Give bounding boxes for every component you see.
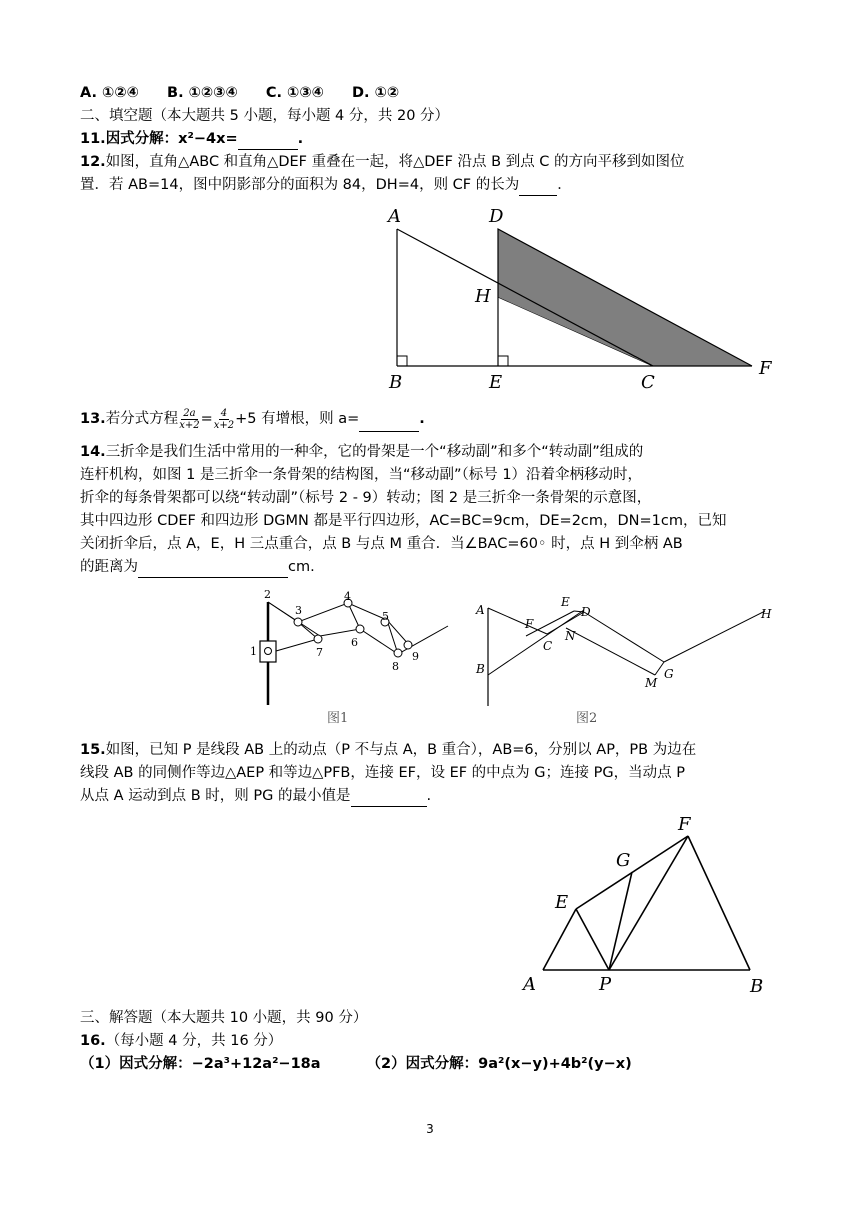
fig2-label-B: B xyxy=(476,662,485,676)
page-number: 3 xyxy=(426,1122,434,1136)
fig1-label-1: 1 xyxy=(250,645,257,658)
label-E: E xyxy=(489,372,503,393)
q12-end: ． xyxy=(557,177,572,193)
fig1-label-8: 8 xyxy=(392,660,399,673)
q14-number: 14. xyxy=(80,444,106,460)
q11-answer-blank[interactable] xyxy=(238,133,298,150)
fig2-caption: 图2 xyxy=(576,711,598,725)
q11-number: 11. xyxy=(80,131,106,147)
fig1-label-4: 4 xyxy=(344,590,351,603)
q15-line1 xyxy=(80,739,800,761)
q13-answer-blank[interactable] xyxy=(359,415,419,432)
q16-part2: （2）因式分解：9a²(x−y)+4b²(y−x) xyxy=(366,1056,632,1072)
label-C: C xyxy=(641,372,655,393)
q12-line2 xyxy=(80,174,800,196)
fig1-label-2: 2 xyxy=(264,588,271,601)
q10-options xyxy=(80,82,800,104)
q13-number: 13. xyxy=(80,411,106,427)
fig2-label-C: C xyxy=(543,639,553,653)
q15-figure xyxy=(515,810,780,1000)
fig2-label-D: D xyxy=(581,605,591,619)
fig2-label-N: N xyxy=(565,629,576,643)
q12-figure xyxy=(380,198,790,398)
q12-text1: 如图，直角△ABC 和直角△DEF 重叠在一起，将△DEF 沿点 B 到点 C 的方向平移到如图位 xyxy=(105,154,685,170)
option-b: B. ①②③④ xyxy=(167,85,238,101)
q11-text: 因式分解：x²−4x= xyxy=(105,131,238,147)
question-13: 13.若分式方程 $\frac{2a}{x+2}$ = $\frac{4}{x+2}$ +5 有增根，则 a= . xyxy=(80,407,425,431)
q14-line3: 折伞的每条骨架都可以绕“转动副”（标号 2 - 9）转动；图 2 是三折伞一条骨架的示意图， xyxy=(80,490,652,506)
q15-label-F: F xyxy=(678,814,691,835)
q16-intro: （每小题 4 分，共 16 分） xyxy=(105,1033,283,1049)
label-D: D xyxy=(489,206,504,227)
q14-line4: 其中四边形 CDEF 和四边形 DGMN 都是平行四边形，AC=BC=9cm，DE=2cm，DN=1cm，已知 xyxy=(80,513,727,529)
q15-label-P: P xyxy=(599,974,612,995)
option-d: D. ①② xyxy=(352,85,400,101)
fig1-label-5: 5 xyxy=(382,610,389,623)
q14-line1 xyxy=(80,441,800,463)
label-H: H xyxy=(475,286,491,307)
section2-header: 二、填空题（本大题共 5 小题，每小题 4 分，共 20 分） xyxy=(80,108,450,124)
label-A: A xyxy=(388,206,401,227)
q14-answer-blank[interactable] xyxy=(138,561,288,578)
fig2-label-H: H xyxy=(761,607,772,621)
q13-post: +5 有增根，则 a= xyxy=(235,411,360,427)
q15-line3 xyxy=(80,785,800,807)
q13-fraction-1: $\frac{2a}{x+2}$ xyxy=(179,407,200,431)
fig2-label-G: G xyxy=(664,667,674,681)
q15-answer-blank[interactable] xyxy=(351,790,427,807)
q14-figure-2 xyxy=(470,590,780,725)
sliding-joint xyxy=(260,641,276,662)
question-11 xyxy=(80,128,800,150)
fig1-label-9: 9 xyxy=(412,650,419,663)
fig1-label-3: 3 xyxy=(295,604,302,617)
option-c: C. ①③④ xyxy=(265,85,324,101)
section3-header: 三、解答题（本大题共 10 小题，共 90 分） xyxy=(80,1010,368,1026)
q16-parts xyxy=(80,1053,800,1075)
q13-end: . xyxy=(419,411,425,427)
q15-label-A: A xyxy=(523,974,536,995)
q12-line1 xyxy=(80,151,800,173)
q14-last-pre: 的距离为 xyxy=(80,559,138,575)
q15-label-B: B xyxy=(750,976,764,997)
fig2-label-F: F xyxy=(525,617,534,631)
q15-text3: 从点 A 运动到点 B 时，则 PG 的最小值是 xyxy=(80,788,351,804)
question-16 xyxy=(80,1030,800,1052)
fig2-label-E: E xyxy=(561,595,570,609)
q13-pre: 若分式方程 xyxy=(105,411,179,427)
label-F: F xyxy=(759,358,772,379)
q15-end: . xyxy=(426,788,432,804)
q14-last-post: cm. xyxy=(288,559,315,575)
q14-line5: 关闭折伞后，点 A，E，H 三点重合，点 B 与点 M 重合．当∠BAC=60◦ 时，点 H 到伞柄 AB xyxy=(80,536,683,552)
q15-line2: 线段 AB 的同侧作等边△AEP 和等边△PFB，连接 EF，设 EF 的中点为 G；连接 PG，当动点 P xyxy=(80,765,685,781)
fig2-label-M: M xyxy=(645,676,658,690)
q11-end: . xyxy=(297,131,304,147)
q16-part1: （1）因式分解：−2a³+12a²−18a xyxy=(80,1056,321,1072)
q15-label-G: G xyxy=(616,850,631,871)
fig1-label-6: 6 xyxy=(351,636,358,649)
q12-text2: 置．若 AB=14，图中阴影部分的面积为 84，DH=4，则 CF 的长为 xyxy=(80,177,520,193)
q12-answer-blank[interactable] xyxy=(519,179,557,196)
q15-label-E: E xyxy=(555,892,569,913)
q14-line6 xyxy=(80,556,800,578)
fig2-label-A: A xyxy=(476,603,485,617)
q15-text1: 如图，已知 P 是线段 AB 上的动点（P 不与点 A，B 重合），AB=6，分别以 AP，PB 为边在 xyxy=(105,742,697,758)
q15-number: 15. xyxy=(80,742,106,758)
fig1-caption: 图1 xyxy=(327,711,349,726)
q14-text1: 三折伞是我们生活中常用的一种伞，它的骨架是一个“移动副”和多个“转动副”组成的 xyxy=(105,444,644,460)
option-a: A. ①②④ xyxy=(80,85,139,101)
q14-line2: 连杆机构，如图 1 是三折伞一条骨架的结构图，当“移动副”（标号 1）沿着伞柄移动时， xyxy=(80,467,643,483)
q13-fraction-2: $\frac{4}{x+2}$ xyxy=(213,407,235,431)
label-B: B xyxy=(389,372,403,393)
q12-number: 12. xyxy=(80,154,106,170)
fig1-label-7: 7 xyxy=(316,646,323,659)
q16-number: 16. xyxy=(80,1033,106,1049)
q14-figure-1 xyxy=(240,585,460,730)
